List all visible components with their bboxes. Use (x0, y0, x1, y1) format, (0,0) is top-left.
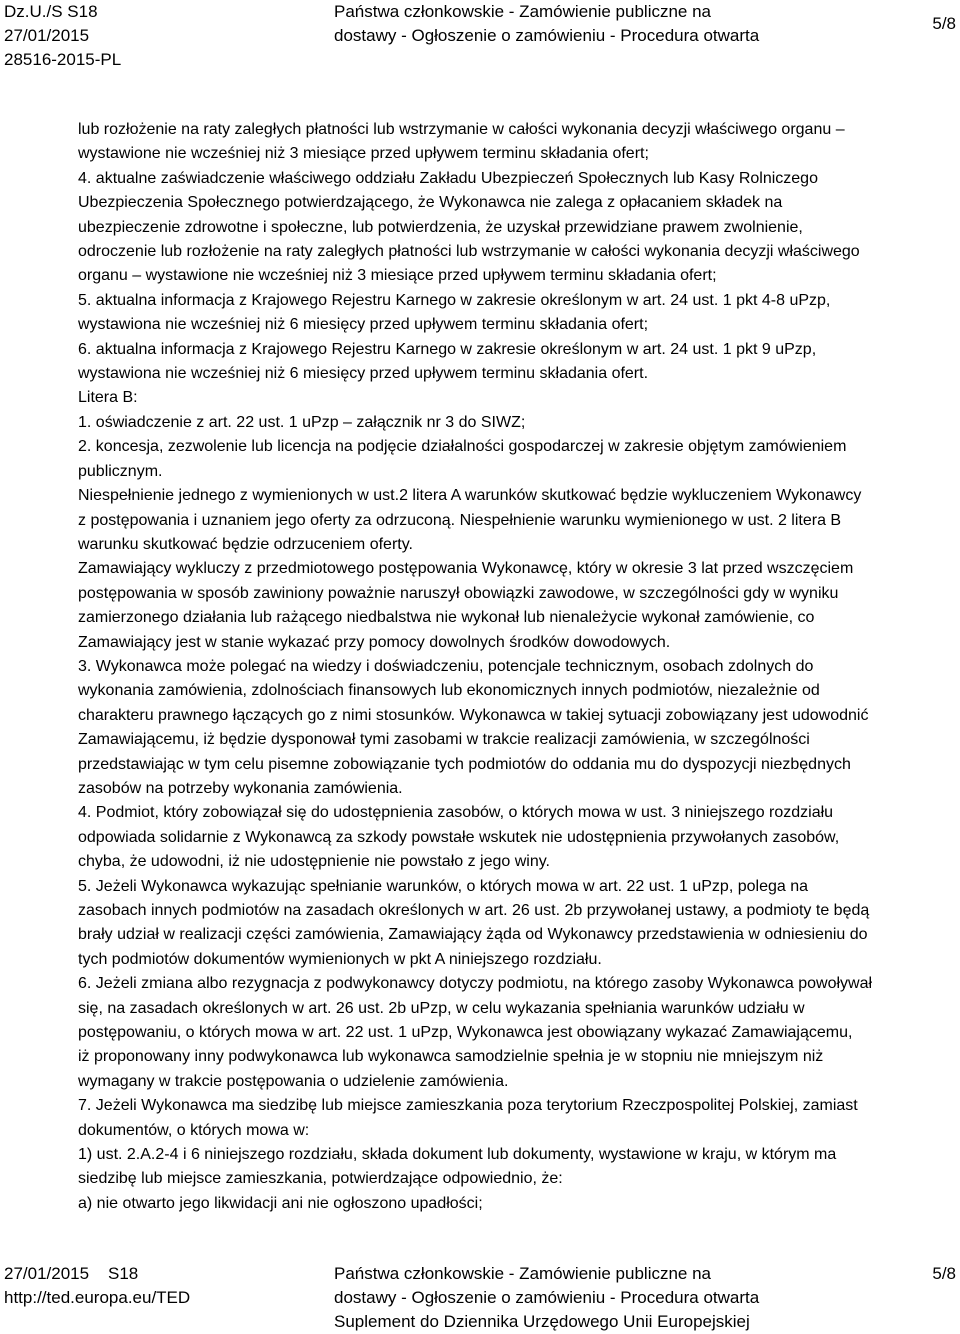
body-text-line: warunku skutkować będzie odrzuceniem oferty. (78, 535, 413, 553)
body-text-line: organu – wystawione nie wcześniej niż 3 miesiące przed upływem terminu składania ofert; (78, 267, 717, 285)
body-text-line: 3. Wykonawca może polegać na wiedzy i doświadczeniu, potencjale technicznym, osobach zdolnych do (78, 657, 814, 675)
body-text-line: Ubezpieczenia Społecznego potwierdzającego, że Wykonawca nie zalega z opłacaniem składek na (78, 194, 783, 212)
page-header (0, 0, 960, 72)
header-journal-ref: Dz.U./S S18 (4, 2, 98, 21)
body-text-line: 2. koncesja, zezwolenie lub licencja na podjęcie działalności gospodarczej w zakresie objętym zamówieniem (78, 438, 847, 456)
body-text-line: a) nie otwarto jego likwidacji ani nie ogłoszono upadłości; (78, 1194, 483, 1212)
body-text-line: odpowiada solidarnie z Wykonawcą za szkody powstałe wskutek nie udostępnienia przywołanych zasobów, (78, 828, 840, 846)
footer-title-line-2: dostawy - Ogłoszenie o zamówieniu - Procedura otwarta (334, 1288, 760, 1307)
body-text-line: 4. Podmiot, który zobowiązał się do udostępnienia zasobów, o których mowa w ust. 3 niniejszego rozdziału (78, 804, 834, 822)
body-text-line: zamierzonego działania lub rażącego niedbalstwa nie wykonał lub nienależycie wykonał zamówienie, co (78, 609, 815, 627)
body-text-line: 5. Jeżeli Wykonawca wykazując spełnianie warunków, o których mowa w art. 22 ust. 1 uPzp, polega na (78, 877, 808, 895)
body-text-line: wystawione nie wcześniej niż 3 miesiące przed upływem terminu składania ofert; (78, 145, 649, 163)
header-page-number: 5/8 (932, 14, 956, 33)
body-text-line: z postępowania i uznaniem jego oferty za odrzuconą. Niespełnienie warunku wymienionego w ust. 2 litera B (78, 511, 842, 529)
body-text-line: 4. aktualne zaświadczenie właściwego oddziału Zakładu Ubezpieczeń Społecznych lub Kasy Rolniczego (78, 169, 818, 187)
body-text-line: iż proponowany inny podwykonawca lub wykonawca samodzielnie spełnia je w stopniu nie mniejszym niż (78, 1048, 824, 1066)
body-text-line: odroczenie lub rozłożenie na raty zaległych płatności lub wstrzymanie w całości wykonania decyzji właściwego (78, 243, 860, 261)
header-title-line-2: dostawy - Ogłoszenie o zamówieniu - Procedura otwarta (334, 26, 760, 45)
body-text-line: Niespełnienie jednego z wymienionych w ust.2 litera A warunków skutkować będzie wykluczeniem Wykonawcy (78, 487, 862, 505)
body-text-line: Zamawiającemu, iż będzie dysponował tymi zasobami w trakcie realizacji zamówienia, w szczególności (78, 731, 810, 749)
body-text-line: Litera B: (78, 389, 138, 407)
body-text-line: wykonania zamówienia, zdolnościach finansowych lub ekonomicznych innych podmiotów, niezależnie od (78, 682, 820, 700)
header-left (4, 0, 121, 72)
body-text-line: 6. aktualna informacja z Krajowego Rejestru Karnego w zakresie określonym w art. 24 ust. 1 pkt 9 uPzp, (78, 340, 817, 358)
header-title-line-1: Państwa członkowskie - Zamówienie publiczne na (334, 2, 712, 21)
header-center (334, 0, 759, 48)
body-text-line: 6. Jeżeli zmiana albo rezygnacja z podwykonawcy dotyczy podmiotu, na którego zasoby Wykonawca powoływał (78, 975, 873, 993)
body-text-line: tych podmiotów dokumentów wymienionych w pkt A niniejszego rozdziału. (78, 950, 602, 968)
body-text-line: dokumentów, o których mowa w: (78, 1121, 310, 1139)
body-text-line: ubezpieczenie zdrowotne i społeczne, lub potwierdzenia, że uzyskał przewidziane prawem zwolnienie, (78, 218, 803, 236)
footer-url: http://ted.europa.eu/TED (4, 1288, 191, 1307)
body-text-line: postępowaniu, o których mowa w art. 22 ust. 1 uPzp, Wykonawca jest obowiązany wykazać Zamawiającemu, (78, 1024, 853, 1042)
body-text-line: publicznym. (78, 462, 163, 480)
body-text-line: Zamawiający wykluczy z przedmiotowego postępowania Wykonawcę, który w okresie 3 lat przed wszczęciem (78, 560, 854, 578)
footer-center (334, 1262, 759, 1334)
page-footer (0, 1262, 960, 1334)
body-text-line: wystawiona nie wcześniej niż 6 miesięcy przed upływem terminu składania ofert; (78, 316, 649, 334)
body-text-line: Zamawiający jest w stanie wykazać przy pomocy dowolnych środków dowodowych. (78, 633, 671, 651)
header-date: 27/01/2015 (4, 26, 90, 45)
footer-date-series: 27/01/2015 S18 (4, 1264, 139, 1283)
body-text-line: chyba, że udowodni, iż nie udostępnienie nie powstało z jego winy. (78, 853, 550, 871)
header-notice-number: 28516-2015-PL (4, 50, 122, 69)
body-text-line: przedstawiając w tym celu pisemne zobowiązanie tych podmiotów do oddania mu do dyspozycji niezbędnych (78, 755, 851, 773)
body-text-line: 1) ust. 2.A.2-4 i 6 niniejszego rozdziału, składa dokument lub dokumenty, wystawione w kraju, w którym ma (78, 1146, 837, 1164)
footer-supplement: Suplement do Dziennika Urzędowego Unii Europejskiej (334, 1312, 750, 1331)
footer-title-line-1: Państwa członkowskie - Zamówienie publiczne na (334, 1264, 712, 1283)
document-body (78, 118, 958, 1216)
body-text-line: brały udział w realizacji części zamówienia, Zamawiający żąda od Wykonawcy przedstawienia w odniesieniu do (78, 926, 868, 944)
body-text-line: siedzibę lub miejsce zamieszkania, potwierdzające odpowiednio, że: (78, 1170, 563, 1188)
footer-page-number: 5/8 (932, 1264, 956, 1283)
body-text-line: zasobach innych podmiotów na zasadach określonych w art. 26 ust. 2b przywołanej ustawy, a podmioty te będą (78, 902, 870, 919)
body-text-line: charakteru prawnego łączących go z nimi stosunków. Wykonawca w takiej sytuacji zobowiązany jest udowodnić (78, 706, 869, 724)
body-text-line: lub rozłożenie na raty zaległych płatności lub wstrzymanie w całości wykonania decyzji właściwego organu – (78, 121, 845, 138)
body-text-line: się, na zasadach określonych w art. 26 ust. 2b uPzp, w celu wykazania spełniania warunków udziału w (78, 999, 805, 1017)
body-text-line: postępowania w sposób zawiniony poważnie naruszył obowiązki zawodowe, w szczególności gdy w wyniku (78, 584, 839, 602)
body-text-line: 5. aktualna informacja z Krajowego Rejestru Karnego w zakresie określonym w art. 24 ust. 1 pkt 4-8 uPzp, (78, 291, 831, 309)
body-text-line: zasobów na potrzeby wykonania zamówienia. (78, 779, 403, 797)
body-text-line: wymagany w trakcie postępowania o udzielenie zamówienia. (78, 1072, 509, 1090)
body-text-line: wystawiona nie wcześniej niż 6 miesięcy przed upływem terminu składania ofert. (78, 365, 649, 383)
footer-left (4, 1262, 190, 1310)
body-text-line: 1. oświadczenie z art. 22 ust. 1 uPzp – załącznik nr 3 do SIWZ; (78, 413, 526, 431)
body-text-line: 7. Jeżeli Wykonawca ma siedzibę lub miejsce zamieszkania poza terytorium Rzeczpospolitej Polskiej, zamiast (78, 1097, 858, 1115)
